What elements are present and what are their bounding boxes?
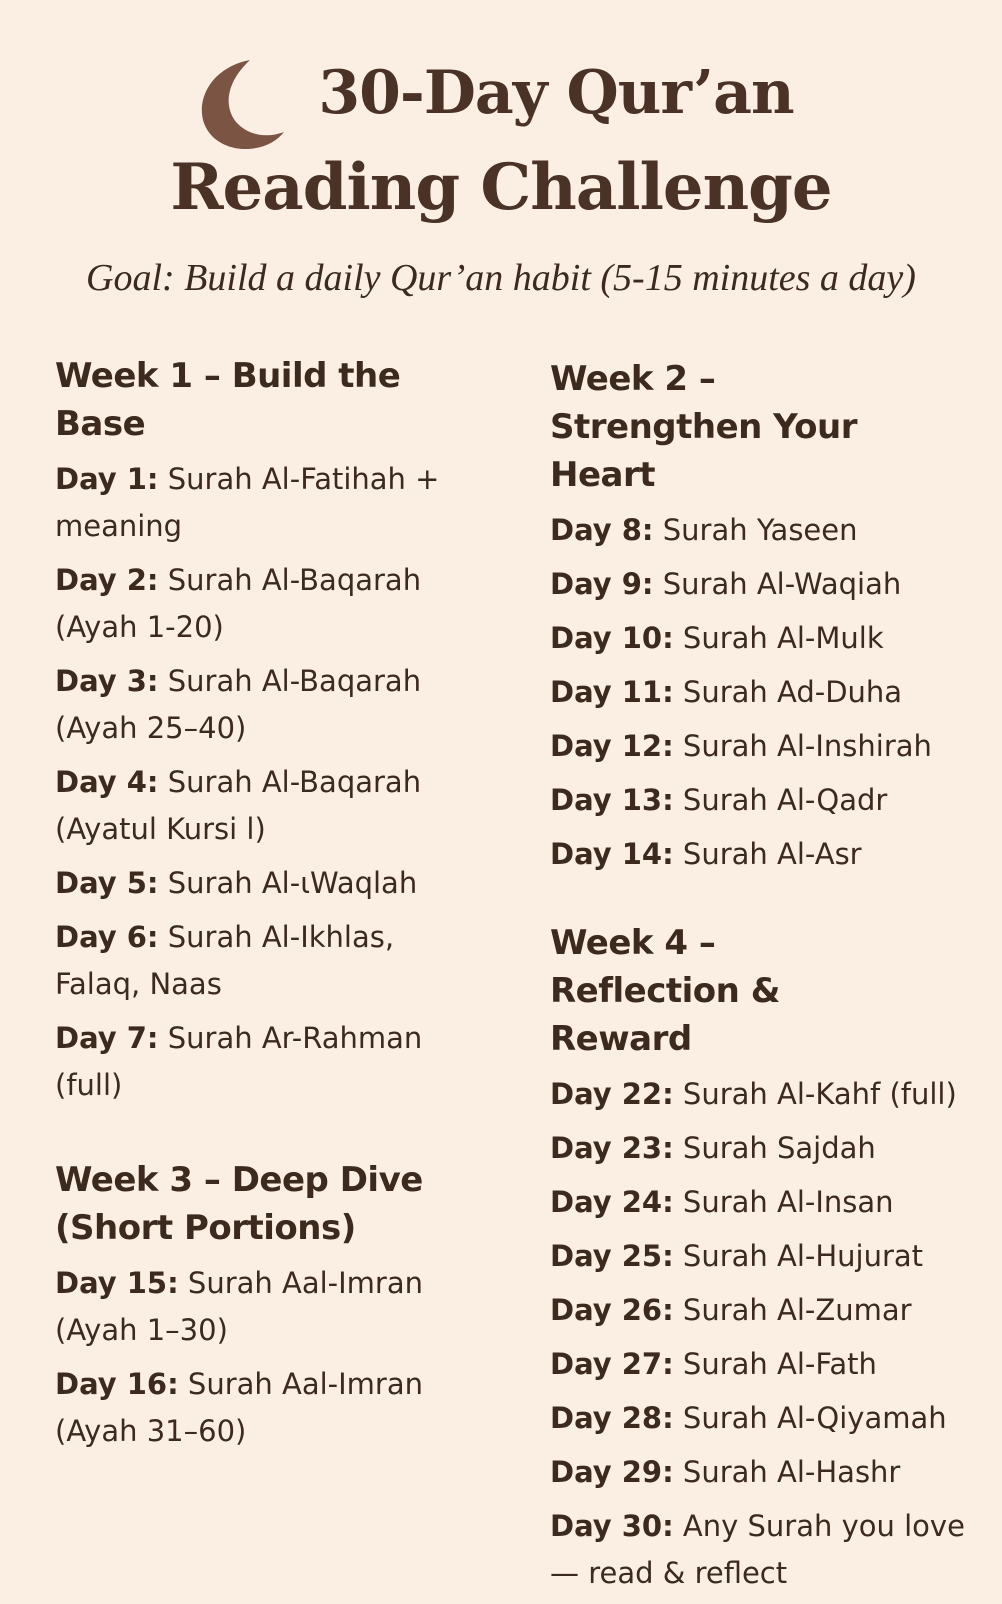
day-label: Day 23: [550, 1131, 674, 1165]
day-item [550, 669, 970, 716]
day-item [550, 1071, 970, 1118]
day-item [55, 658, 445, 752]
day-item [55, 456, 445, 550]
day-label: Day 6: [55, 920, 159, 954]
day-reading: Surah Al-Hujurat [682, 1239, 924, 1273]
day-item [550, 1179, 970, 1226]
day-label: Day 2: [55, 563, 159, 597]
day-label: Day 15: [55, 1266, 179, 1300]
day-reading: Any Surah you love — read & reflect [550, 1509, 965, 1590]
day-label: Day 25: [550, 1239, 674, 1273]
day-reading: Surah Al-Qadr [682, 783, 888, 817]
day-reading: Surah Al-Fatihah + meaning [55, 462, 440, 543]
day-label: Day 26: [550, 1293, 674, 1327]
day-item [550, 1395, 970, 1442]
day-reading: Surah Al-Insan [682, 1185, 894, 1219]
day-label: Day 7: [55, 1021, 159, 1055]
day-item [55, 914, 445, 1008]
day-reading: Surah Yaseen [662, 513, 858, 547]
day-label: Day 1: [55, 462, 159, 496]
day-reading: Surah Al-Baqarah (Ayah 1-20) [55, 563, 422, 644]
day-item [55, 860, 445, 907]
day-label: Day 12: [550, 729, 674, 763]
day-reading: Surah Al-Qiyamah [682, 1401, 947, 1435]
week-heading: Week 1 – Build the Base [55, 356, 401, 444]
day-label: Day 13: [550, 783, 674, 817]
day-reading: Surah Aal-Imran (Ayah 31–60) [55, 1367, 424, 1448]
day-label: Day 27: [550, 1347, 674, 1381]
day-reading: Surah Al-Ikhlas, Falaq, Naas [55, 920, 395, 1001]
goal-subtitle: Goal: Build a daily Qur’an habit (5-15 minutes a day) [86, 257, 916, 299]
day-reading: Surah Al-Baqarah (Ayatul Kursi l) [55, 765, 422, 846]
day-item [550, 615, 970, 662]
day-item [55, 1361, 435, 1455]
day-reading: Surah Al-Baqarah (Ayah 25–40) [55, 664, 422, 745]
day-item [55, 759, 445, 853]
day-item [55, 557, 445, 651]
day-item [550, 831, 970, 878]
week-heading: Week 3 – Deep Dive (Short Portions) [55, 1160, 423, 1248]
week-2-section [550, 355, 980, 878]
day-item [550, 723, 970, 770]
left-column [55, 352, 485, 1462]
day-reading: Surah Al-Asr [682, 837, 862, 871]
week-heading: Week 2 – Strengthen Your Heart [550, 359, 857, 495]
day-item [550, 1503, 970, 1597]
day-reading: Surah Al-Fath [682, 1347, 877, 1381]
day-reading: Surah Al-Inshirah [682, 729, 932, 763]
day-reading: Surah Al-Hashr [682, 1455, 901, 1489]
day-item [550, 561, 970, 608]
day-label: Day 10: [550, 621, 674, 655]
day-label: Day 9: [550, 567, 654, 601]
day-label: Day 30: [550, 1509, 674, 1543]
day-reading: Surah Aal-Imran (Ayah 1–30) [55, 1266, 424, 1347]
day-label: Day 16: [55, 1367, 179, 1401]
day-reading: Surah Al-Waqiah [662, 567, 902, 601]
week-1-section [55, 352, 485, 1109]
day-item [550, 777, 970, 824]
day-item [550, 1341, 970, 1388]
day-item [550, 1287, 970, 1334]
day-item [55, 1015, 445, 1109]
day-item [550, 507, 970, 554]
day-label: Day 29: [550, 1455, 674, 1489]
day-label: Day 22: [550, 1077, 674, 1111]
day-item [550, 1449, 970, 1496]
day-item [550, 1233, 970, 1280]
day-item [55, 1260, 435, 1354]
week-4-section [550, 919, 980, 1597]
week-3-section [55, 1156, 485, 1455]
day-label: Day 11: [550, 675, 674, 709]
title-line-2: Reading Challenge [170, 150, 832, 225]
day-label: Day 8: [550, 513, 654, 547]
day-label: Day 28: [550, 1401, 674, 1435]
day-item [550, 1125, 970, 1172]
day-reading: Surah Ar-Rahman (full) [55, 1021, 423, 1102]
day-reading: Surah Al-ιWaqlah [167, 866, 418, 900]
right-column [550, 355, 980, 1604]
day-label: Day 3: [55, 664, 159, 698]
day-label: Day 5: [55, 866, 159, 900]
day-label: Day 24: [550, 1185, 674, 1219]
day-reading: Surah Al-Kahf (full) [682, 1077, 957, 1111]
day-label: Day 14: [550, 837, 674, 871]
day-reading: Surah Ad-Duha [682, 675, 903, 709]
day-reading: Surah Al-Zumar [682, 1293, 912, 1327]
day-reading: Surah Al-Mulk [682, 621, 884, 655]
week-heading: Week 4 – Reflection & Reward [550, 923, 780, 1059]
day-reading: Surah Sajdah [682, 1131, 876, 1165]
title-line-1: 30-Day Qur’an [318, 58, 794, 128]
day-label: Day 4: [55, 765, 159, 799]
